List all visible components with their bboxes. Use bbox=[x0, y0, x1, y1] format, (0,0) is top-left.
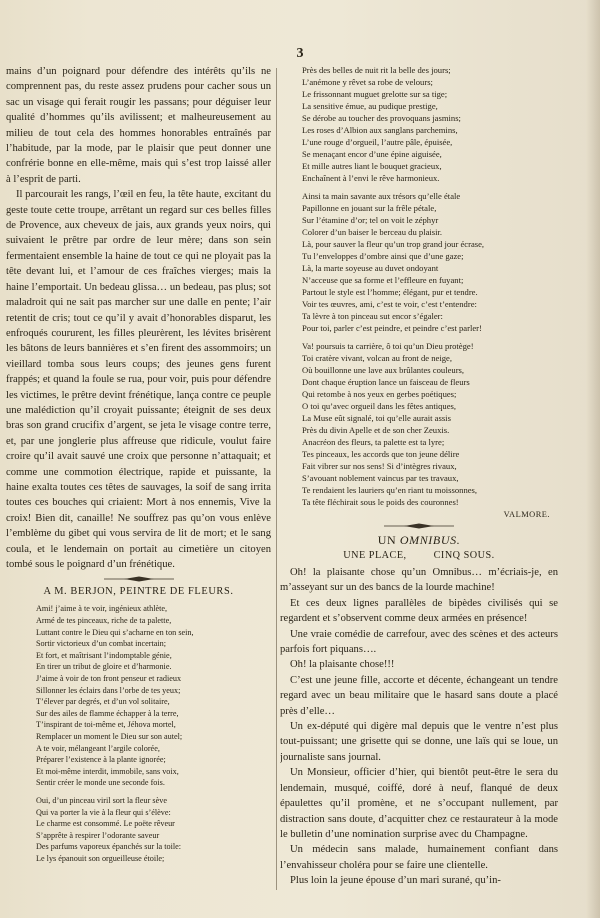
paragraph: mains d’un poignard pour défendre des intérêts qu’ils ne comprennent pas, du reste assez prudens pour cacher sous un sac un visage qui ferait rougir les passans; pour déguiser leur qualité d’hommes qu’ils avilissent; et malheureusement au milieu de tout cela des hommes honorables entraînés par l’habitude, par la mode, par le plaisir que peut donner une confrérie bonne en elle-même, mais qui s’est trop laissé aller à l’esprit de parti. bbox=[6, 66, 271, 185]
poem-line: T’élever par degrés, et d’un vol solitaire, bbox=[36, 697, 170, 707]
poem-line: Se dérobe au toucher des provoquans jasmins; bbox=[302, 113, 461, 123]
poem-line: Toi cratère vivant, volcan au front de neige, bbox=[302, 353, 452, 363]
poem-line: Qui va porter la vie à la fleur qui s’élève: bbox=[36, 807, 171, 817]
poem-line: L’une rouge d’orgueil, l’autre pâle, épuisée, bbox=[302, 137, 453, 147]
article-subtitle-left: UNE PLACE, bbox=[343, 550, 407, 561]
poem-line: Les roses d’Albion aux sanglans parchemins, bbox=[302, 125, 458, 135]
poem-line: Ainsi ta main savante aux trésors qu’elle étale bbox=[302, 191, 461, 201]
ornament-divider bbox=[104, 576, 174, 582]
poem-line: Le frissonnant muguet grelotte sur sa tige; bbox=[302, 89, 448, 99]
page-edge-shadow bbox=[586, 0, 600, 918]
poem-line: Remplacer un moment le Dieu sur son autel; bbox=[36, 731, 183, 741]
poem-line: Là, pour sauver la fleur qu’un trop grand jour écrase, bbox=[302, 239, 485, 249]
poem-line: A te voir, mélangeant l’argile colorée, bbox=[36, 743, 160, 753]
poem-line: En tirer un tribut de gloire et d’harmonie. bbox=[36, 662, 172, 672]
poem-line: L’anémone y rêvet sa robe de velours; bbox=[302, 77, 433, 87]
poem-line: Te rendaient les lauriers qu’en riant tu moissonnes, bbox=[302, 485, 478, 495]
paragraph: Une vraie comédie de carrefour, avec des scènes et des acteurs parfois fort piquans…. bbox=[280, 628, 558, 656]
right-column bbox=[280, 64, 558, 898]
poem-line: La sensitive émue, au pudique prestige, bbox=[302, 101, 438, 111]
poem-line: La Muse eût signalé, toi qu’elle aurait assis bbox=[302, 413, 451, 423]
article-subtitle bbox=[280, 550, 558, 561]
paragraph: Oh! la plaisante chose qu’un Omnibus… m’écriais-je, en m’asseyant sur un des bancs de la lourde machine! bbox=[280, 567, 558, 594]
poem-line: Armé de tes pinceaux, riche de ta palette, bbox=[36, 616, 172, 625]
article-title-italic: OMNIBUS. bbox=[399, 533, 461, 547]
poem-line: Ta tête fléchirait sous le poids des couronnes! bbox=[302, 497, 459, 507]
poem-line: Va! poursuis ta carrière, ô toi qu’un Dieu protège! bbox=[302, 341, 474, 351]
poem-line: Tu l’enveloppes d’ombre ainsi que d’une gaze; bbox=[302, 251, 464, 261]
paragraph: Un ex-député qui digère mal depuis que le ventre n’est plus tout-puissant; une grisette qui se donne, une laïs qui se loue, un journaliste sans journal. bbox=[280, 721, 558, 763]
poem-line: Et moi-même interdit, immobile, sans voix, bbox=[36, 766, 179, 776]
poem-line: Sortir victorieux d’un combat incertain; bbox=[36, 639, 167, 649]
poem-line: Des parfums vaporeux épanchés sur la toile: bbox=[36, 842, 182, 852]
poem-line: Se menaçant encor d’une épine aiguisée, bbox=[302, 149, 442, 159]
poem-line: Partout le style est l’homme; élégant, pur et tendre. bbox=[302, 287, 478, 297]
poem-line: Oui, d’un pinceau viril sort la fleur sève bbox=[36, 795, 167, 805]
article-title-prefix: UN bbox=[377, 533, 397, 547]
poem-line: Pour toi, parler c’est peindre, et peindre c’est parler! bbox=[302, 323, 482, 333]
left-column bbox=[6, 64, 271, 898]
poem-line: Anacréon des fleurs, ta palette est ta lyre; bbox=[302, 437, 445, 447]
paragraph: Un médecin sans malade, humainement confiant dans l’envahisseur choléra pour se faire une clientelle. bbox=[280, 844, 558, 871]
poem-line: Ami! j’aime à te voir, ingénieux athlète, bbox=[36, 604, 168, 614]
poem-line: S’apprête à respirer l’odorante saveur bbox=[36, 830, 160, 840]
paragraph: Un Monsieur, officier d’hier, qui bientôt peut-être le sera du lendemain, musqué, coiffé, doré à neuf, flanqué de deux épaulettes qu’il promène, et ne s’occupant nullement, par distraction sans doute, d’acquitter chez ce restaurateur à la mode le bulletin d’une nomination surprise avec du Champagne. bbox=[280, 767, 558, 840]
poem-line: Colorer d’un baiser le berceau du plaisir. bbox=[302, 227, 443, 237]
poem-line: Près du divin Apelle et de son cher Zeuxis. bbox=[302, 425, 450, 435]
article-title bbox=[280, 533, 558, 548]
poem-line: Et mille autres liant le bouquet gracieux, bbox=[302, 161, 442, 171]
paragraph: Oh! la plaisante chose!!! bbox=[290, 659, 395, 671]
paragraph: Plus loin la jeune épouse d’un mari surané, qu’in- bbox=[290, 875, 501, 887]
poem-line: T’inspirant de toi-même et, Jéhova mortel, bbox=[36, 720, 176, 730]
poem-signature: VALMORE. bbox=[503, 510, 550, 519]
poem-line: Tes pinceaux, les accords que ton jeune délire bbox=[302, 449, 460, 459]
poem-line: Et fort, et maîtrisant l’indomptable génie, bbox=[36, 650, 172, 660]
poem-line: Le charme est consommé. Le poëte rêveur bbox=[36, 819, 175, 829]
paragraph: Il parcourait les rangs, l’œil en feu, la tête haute, excitant du geste toute cette troupe, arrêtant un regard sur ces belles filles de Provence, aux cheveux de jais, aux grands yeux noirs, qui suivaient le prêtre par ordre de leur mère; dans son sein fermentaient ensemble la haine de tout ce qui ne ployait pas la tête devant lui, et l’amour de ces fraîches vierges; mais la haine l’emportait. Un bedeau glissa… un bedeau, pas plus; sot maladroit qui ne sait pas marcher sur une dalle en pente; l’air retentit de cris; tout ce qu’il y avait d’honorables disparut, les enfroqués coururent, les filles pleurèrent, les lévites brisèrent les bâtons de leurs bannières et s’en firent des assommoirs; un vieillard tomba sous leurs coups; des jeunes gens furent frappés; et quand la foule se rua, pour voir, puis pour défendre les victimes, le prêtre devint frénétique, lança contre ce peuple une malédiction qu’il croyait puissante; éteignit de ses deux bras son grand crucifix d’argent, se jeta le visage contre terre, et, par une jonglerie plus affreuse que ridicule, voulut faire croire qu’il avait sauvé une croix que personne n’attaquait; et comme une commotion électrique, rapide et puissante, la haine exalta toutes ces têtes de sauvages, la soif de sang irrita toutes ces bouches qui criaient: Mort à nos ennemis, Vive la croix! Bien dit, canaille! Ne souffrez pas qu’on vous enlève l’emblème du gibet qui vous servira de lit de mort; et le sang coula, et le lendemain on portait au cimetière un citoyen tombé sous le poignard d’un frénétique. bbox=[6, 189, 271, 570]
paragraph: C’est une jeune fille, accorte et décente, échangeant un tendre regard avec un beau militaire que le hasard sans doute a placé près d’elle… bbox=[280, 674, 558, 717]
paragraph: Et ces deux lignes parallèles de bipèdes civilisés qui se regardent et s’observent comme deux armées en présence! bbox=[280, 597, 558, 625]
poem-line: Enchaînent à l’envi le rêve harmonieux. bbox=[302, 173, 440, 183]
poem-line: Près des belles de nuit rit la belle des jours; bbox=[302, 65, 451, 75]
poem-title: A M. BERJON, PEINTRE DE FLEURS. bbox=[43, 586, 234, 598]
poem-line: N’acceuse que sa forme et l’effleure en fuyant; bbox=[302, 275, 464, 285]
article-subtitle-right: CINQ SOUS. bbox=[433, 550, 495, 561]
poem-line: Sentir créer le monde une seconde fois. bbox=[36, 778, 165, 788]
poem-line: Là, la marte soyeuse au duvet ondoyant bbox=[302, 263, 439, 273]
poem-line: Sillonner les éclairs dans l’orbe de tes yeux; bbox=[36, 685, 181, 695]
poem-continued bbox=[280, 64, 558, 508]
poem-left bbox=[6, 603, 271, 864]
poem-line: Luttant contre le Dieu qui s’acharne en ton sein, bbox=[36, 627, 194, 637]
poem-line: Sur des ailes de flamme échapper à la terre, bbox=[36, 708, 179, 718]
poem-line: O toi qu’avec orgueil dans les fêtes antiques, bbox=[302, 401, 457, 411]
poem-line: S’avouant noblement vaincus par tes travaux, bbox=[302, 473, 459, 483]
poem-line: Papillonne en jouant sur la frêle pétale, bbox=[302, 203, 437, 213]
ornament-divider bbox=[384, 523, 454, 529]
poem-line: Préparer l’existence à la plante ignorée; bbox=[36, 755, 166, 765]
poem-line: Le lys épanouit son orgueilleuse étoile; bbox=[36, 853, 165, 863]
page-number: 3 bbox=[296, 46, 304, 61]
poem-line: Fait vibrer sur nos sens! Si d’intègres rivaux, bbox=[302, 461, 457, 471]
poem-line: Voir tes œuvres, ami, c’est te voir, c’est t’entendre: bbox=[302, 299, 477, 309]
poem-line: Où bouillonne une lave aux brûlantes couleurs, bbox=[302, 365, 465, 375]
poem-line: J’aime à voir de ton front penseur et radieux bbox=[36, 673, 182, 683]
column-divider bbox=[276, 68, 277, 890]
poem-line: Sur l’étamine d’or; tel on voit le zéphyr bbox=[302, 215, 439, 225]
poem-line: Qui retombe à nos yeux en gerbes poétiques; bbox=[302, 389, 457, 399]
poem-line: Ta lèvre à ton pinceau sut encor s’égaler: bbox=[302, 311, 443, 321]
poem-line: Dont chaque éruption lance un faisceau de fleurs bbox=[302, 377, 470, 387]
